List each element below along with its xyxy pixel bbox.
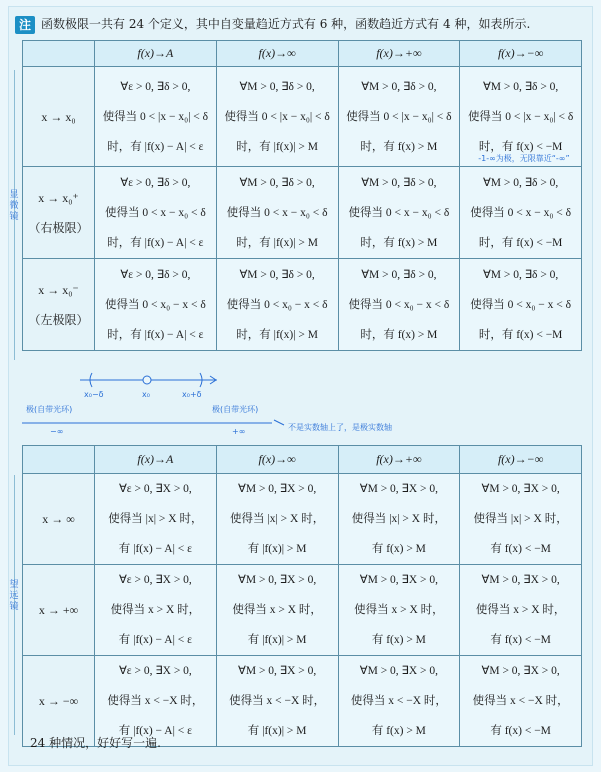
row-head (23, 67, 95, 167)
definition-cell (460, 67, 582, 167)
definition-cell (95, 67, 217, 167)
definition-line: ∀M > 0, ∃X > 0, (359, 665, 438, 677)
col-header: f(x)→∞ (216, 446, 338, 474)
definition-line: ∀M > 0, ∃X > 0, (481, 665, 560, 677)
definition-line: x → x₀⁻ (38, 282, 79, 297)
definition-line: x → x₀ (41, 109, 76, 124)
handwritten-sketch (22, 368, 582, 438)
definition-cell (216, 67, 338, 167)
definition-line: 使得当 |x| > X 时， (473, 513, 568, 525)
definition-line: x → −∞ (38, 694, 79, 708)
table-row (23, 656, 582, 747)
arrow-note: 不是实数轴上了，是极实数轴 (288, 423, 392, 432)
definition-line: 时，有 f(x) > M (360, 140, 438, 153)
definition-cell (216, 474, 338, 565)
col-header: f(x)→+∞ (338, 446, 460, 474)
arrow-stroke (274, 420, 284, 425)
definition-cell (95, 656, 217, 747)
table-row (23, 474, 582, 565)
note-badge: 注 (15, 16, 35, 34)
definition-line: ∀M > 0, ∃δ > 0, (361, 268, 437, 281)
definition-cell (460, 656, 582, 747)
definition-line: ∀M > 0, ∃X > 0, (359, 483, 438, 495)
definition-line: ∀M > 0, ∃δ > 0, (239, 268, 315, 281)
definition-line: 有 f(x) > M (371, 543, 426, 555)
col-header: f(x)→−∞ (460, 446, 582, 474)
definition-cell (95, 167, 217, 259)
definition-line: 时，有 |f(x) − A| < ε (107, 236, 204, 249)
definition-line: ∀M > 0, ∃X > 0, (237, 483, 317, 495)
definition-cell (216, 656, 338, 747)
definition-line: 使得当 x > X 时， (110, 604, 201, 616)
definition-line: 时，有 f(x) > M (360, 328, 438, 341)
definition-line: 使得当 0 < x₀ − x < δ (348, 298, 450, 311)
definition-line: （右极限） (28, 220, 89, 235)
definition-cell (338, 259, 460, 351)
definition-line: ∀M > 0, ∃δ > 0, (482, 80, 559, 93)
definition-line: ∀ε > 0, ∃δ > 0, (120, 176, 191, 189)
definition-cell (95, 565, 217, 656)
definition-line: 有 |f(x) − A| < ε (118, 725, 192, 737)
definition-line: ∀ε > 0, ∃X > 0, (118, 574, 192, 586)
definition-line: ∀M > 0, ∃X > 0, (237, 665, 317, 677)
definition-line: 使得当 0 < x₀ − x < δ (226, 298, 328, 311)
row-head (23, 167, 95, 259)
definition-line: 有 |f(x) − A| < ε (118, 634, 192, 646)
definition-cell (338, 565, 460, 656)
definition-line: 使得当 |x| > X 时， (230, 513, 325, 525)
table-row (23, 259, 582, 351)
definition-line: 使得当 |x| > X 时， (351, 513, 446, 525)
definition-cell (460, 259, 582, 351)
table-row (23, 67, 582, 167)
definition-line: 有 f(x) < −M (490, 634, 551, 646)
col-header: f(x)→−∞ (460, 41, 582, 67)
sketch-right-label: x₀+δ (182, 390, 202, 399)
table-infinity (22, 445, 582, 747)
definition-cell (460, 474, 582, 565)
definition-line: ∀M > 0, ∃X > 0, (481, 483, 560, 495)
definition-line: 使得当 0 < x − x₀ < δ (348, 206, 450, 219)
table-row (23, 565, 582, 656)
definition-line: 使得当 0 < |x − x₀| < δ (467, 110, 574, 123)
definition-line: ∀M > 0, ∃δ > 0, (361, 176, 437, 189)
definition-cell (216, 565, 338, 656)
definition-cell (95, 259, 217, 351)
halo-right-label: 极(自带光环) (212, 405, 259, 414)
row-head (23, 259, 95, 351)
definition-line: ∀M > 0, ∃X > 0, (481, 574, 560, 586)
row-head (23, 565, 95, 656)
definition-line: 时，有 f(x) < −M (478, 140, 563, 153)
definition-line: 使得当 0 < x − x₀ < δ (104, 206, 206, 219)
sketch-mid-label: x₀ (142, 390, 150, 399)
definition-line: x → x₀⁺ (38, 190, 79, 205)
definition-line: ∀M > 0, ∃X > 0, (359, 574, 438, 586)
table-finite-point (22, 40, 582, 351)
definition-line: 时，有 |f(x)| > M (236, 328, 318, 341)
definition-cell (95, 474, 217, 565)
definition-cell (460, 565, 582, 656)
definition-cell (216, 167, 338, 259)
footer-text: 24 种情况，好好写一遍. (30, 736, 161, 750)
definition-line: 使得当 0 < x − x₀ < δ (470, 206, 571, 219)
definition-line: 有 |f(x)| > M (247, 543, 307, 555)
definition-line: 使得当 x < −X 时， (472, 695, 569, 707)
definition-line: 使得当 x > X 时， (232, 604, 322, 616)
definition-line: 有 f(x) < −M (490, 725, 551, 737)
definition-line: 使得当 0 < |x − x₀| < δ (224, 110, 330, 123)
side-label-microscope: 显微镜 (9, 190, 19, 222)
corner-cell (23, 446, 95, 474)
col-header: f(x)→A (95, 446, 217, 474)
corner-cell (23, 41, 95, 67)
definition-line: 使得当 0 < x − x₀ < δ (226, 206, 328, 219)
note-text: 函数极限一共有 24 个定义，其中自变量趋近方式有 6 种，函数趋近方式有 4 种，如表所示. (41, 17, 531, 31)
definition-cell (338, 67, 460, 167)
definition-line: ∀M > 0, ∃δ > 0, (239, 80, 315, 93)
definition-line: 使得当 x < −X 时， (350, 695, 447, 707)
definition-cell (338, 167, 460, 259)
definition-line: ∀ε > 0, ∃X > 0, (118, 665, 192, 677)
definition-line: （左极限） (28, 312, 89, 327)
definition-line: ∀ε > 0, ∃δ > 0, (120, 80, 191, 93)
definition-line: 有 |f(x) − A| < ε (118, 543, 192, 555)
definition-line: 时，有 f(x) > M (360, 236, 438, 249)
halo-left-label: 极(自带光环) (26, 405, 73, 414)
definition-cell (460, 167, 582, 259)
note-line (15, 13, 590, 35)
definition-line: 有 |f(x)| > M (247, 725, 307, 737)
definition-line: 使得当 x > X 时， (475, 604, 566, 616)
definition-line: ∀M > 0, ∃δ > 0, (239, 176, 315, 189)
col-header: f(x)→+∞ (338, 41, 460, 67)
definition-line: ∀ε > 0, ∃X > 0, (118, 483, 192, 495)
table-row (23, 167, 582, 259)
definition-line: ∀ε > 0, ∃δ > 0, (120, 268, 191, 281)
definition-line: 时，有 |f(x)| > M (236, 236, 318, 249)
definition-line: 时，有 |f(x)| > M (236, 140, 318, 153)
definition-cell (338, 656, 460, 747)
row-head (23, 474, 95, 565)
definition-line: 使得当 x < −X 时， (107, 695, 204, 707)
definition-line: 使得当 0 < |x − x₀| < δ (102, 110, 209, 123)
definition-cell (216, 259, 338, 351)
col-header: f(x)→∞ (216, 41, 338, 67)
definition-line: 使得当 0 < x₀ − x < δ (470, 298, 571, 311)
definition-line: 有 f(x) < −M (490, 543, 551, 555)
definition-line: 使得当 |x| > X 时， (108, 513, 203, 525)
definition-line: 使得当 0 < |x − x₀| < δ (346, 110, 452, 123)
definition-line: 有 |f(x)| > M (247, 634, 307, 646)
definition-line: 使得当 x > X 时， (354, 604, 444, 616)
definition-line: 时，有 |f(x) − A| < ε (107, 328, 204, 341)
definition-line: x → +∞ (38, 603, 79, 617)
definition-line: 时，有 f(x) < −M (478, 236, 563, 249)
definition-line: 时，有 f(x) < −M (478, 328, 563, 341)
definition-cell (338, 474, 460, 565)
definition-line: 使得当 0 < x₀ − x < δ (104, 298, 206, 311)
col-header: f(x)→A (95, 41, 217, 67)
definition-line: ∀M > 0, ∃δ > 0, (361, 80, 437, 93)
definition-line: x → ∞ (42, 512, 75, 526)
definition-line: ∀M > 0, ∃δ > 0, (482, 176, 559, 189)
definition-line: 时，有 |f(x) − A| < ε (107, 140, 204, 153)
plus-inf-label: +∞ (232, 427, 246, 436)
minus-inf-label: −∞ (50, 427, 64, 436)
definition-line: ∀M > 0, ∃δ > 0, (482, 268, 559, 281)
row-head (23, 656, 95, 747)
center-point (143, 376, 151, 384)
definition-line: ∀M > 0, ∃X > 0, (237, 574, 317, 586)
side-label-telescope: 望远镜 (9, 580, 19, 612)
definition-line: 有 f(x) > M (371, 634, 426, 646)
definition-line: 使得当 x < −X 时， (229, 695, 326, 707)
sketch-left-label: x₀−δ (84, 390, 104, 399)
definition-line: 有 f(x) > M (371, 725, 426, 737)
handwritten-note: -1-∞为极，无限靠近“-∞” (478, 154, 570, 163)
